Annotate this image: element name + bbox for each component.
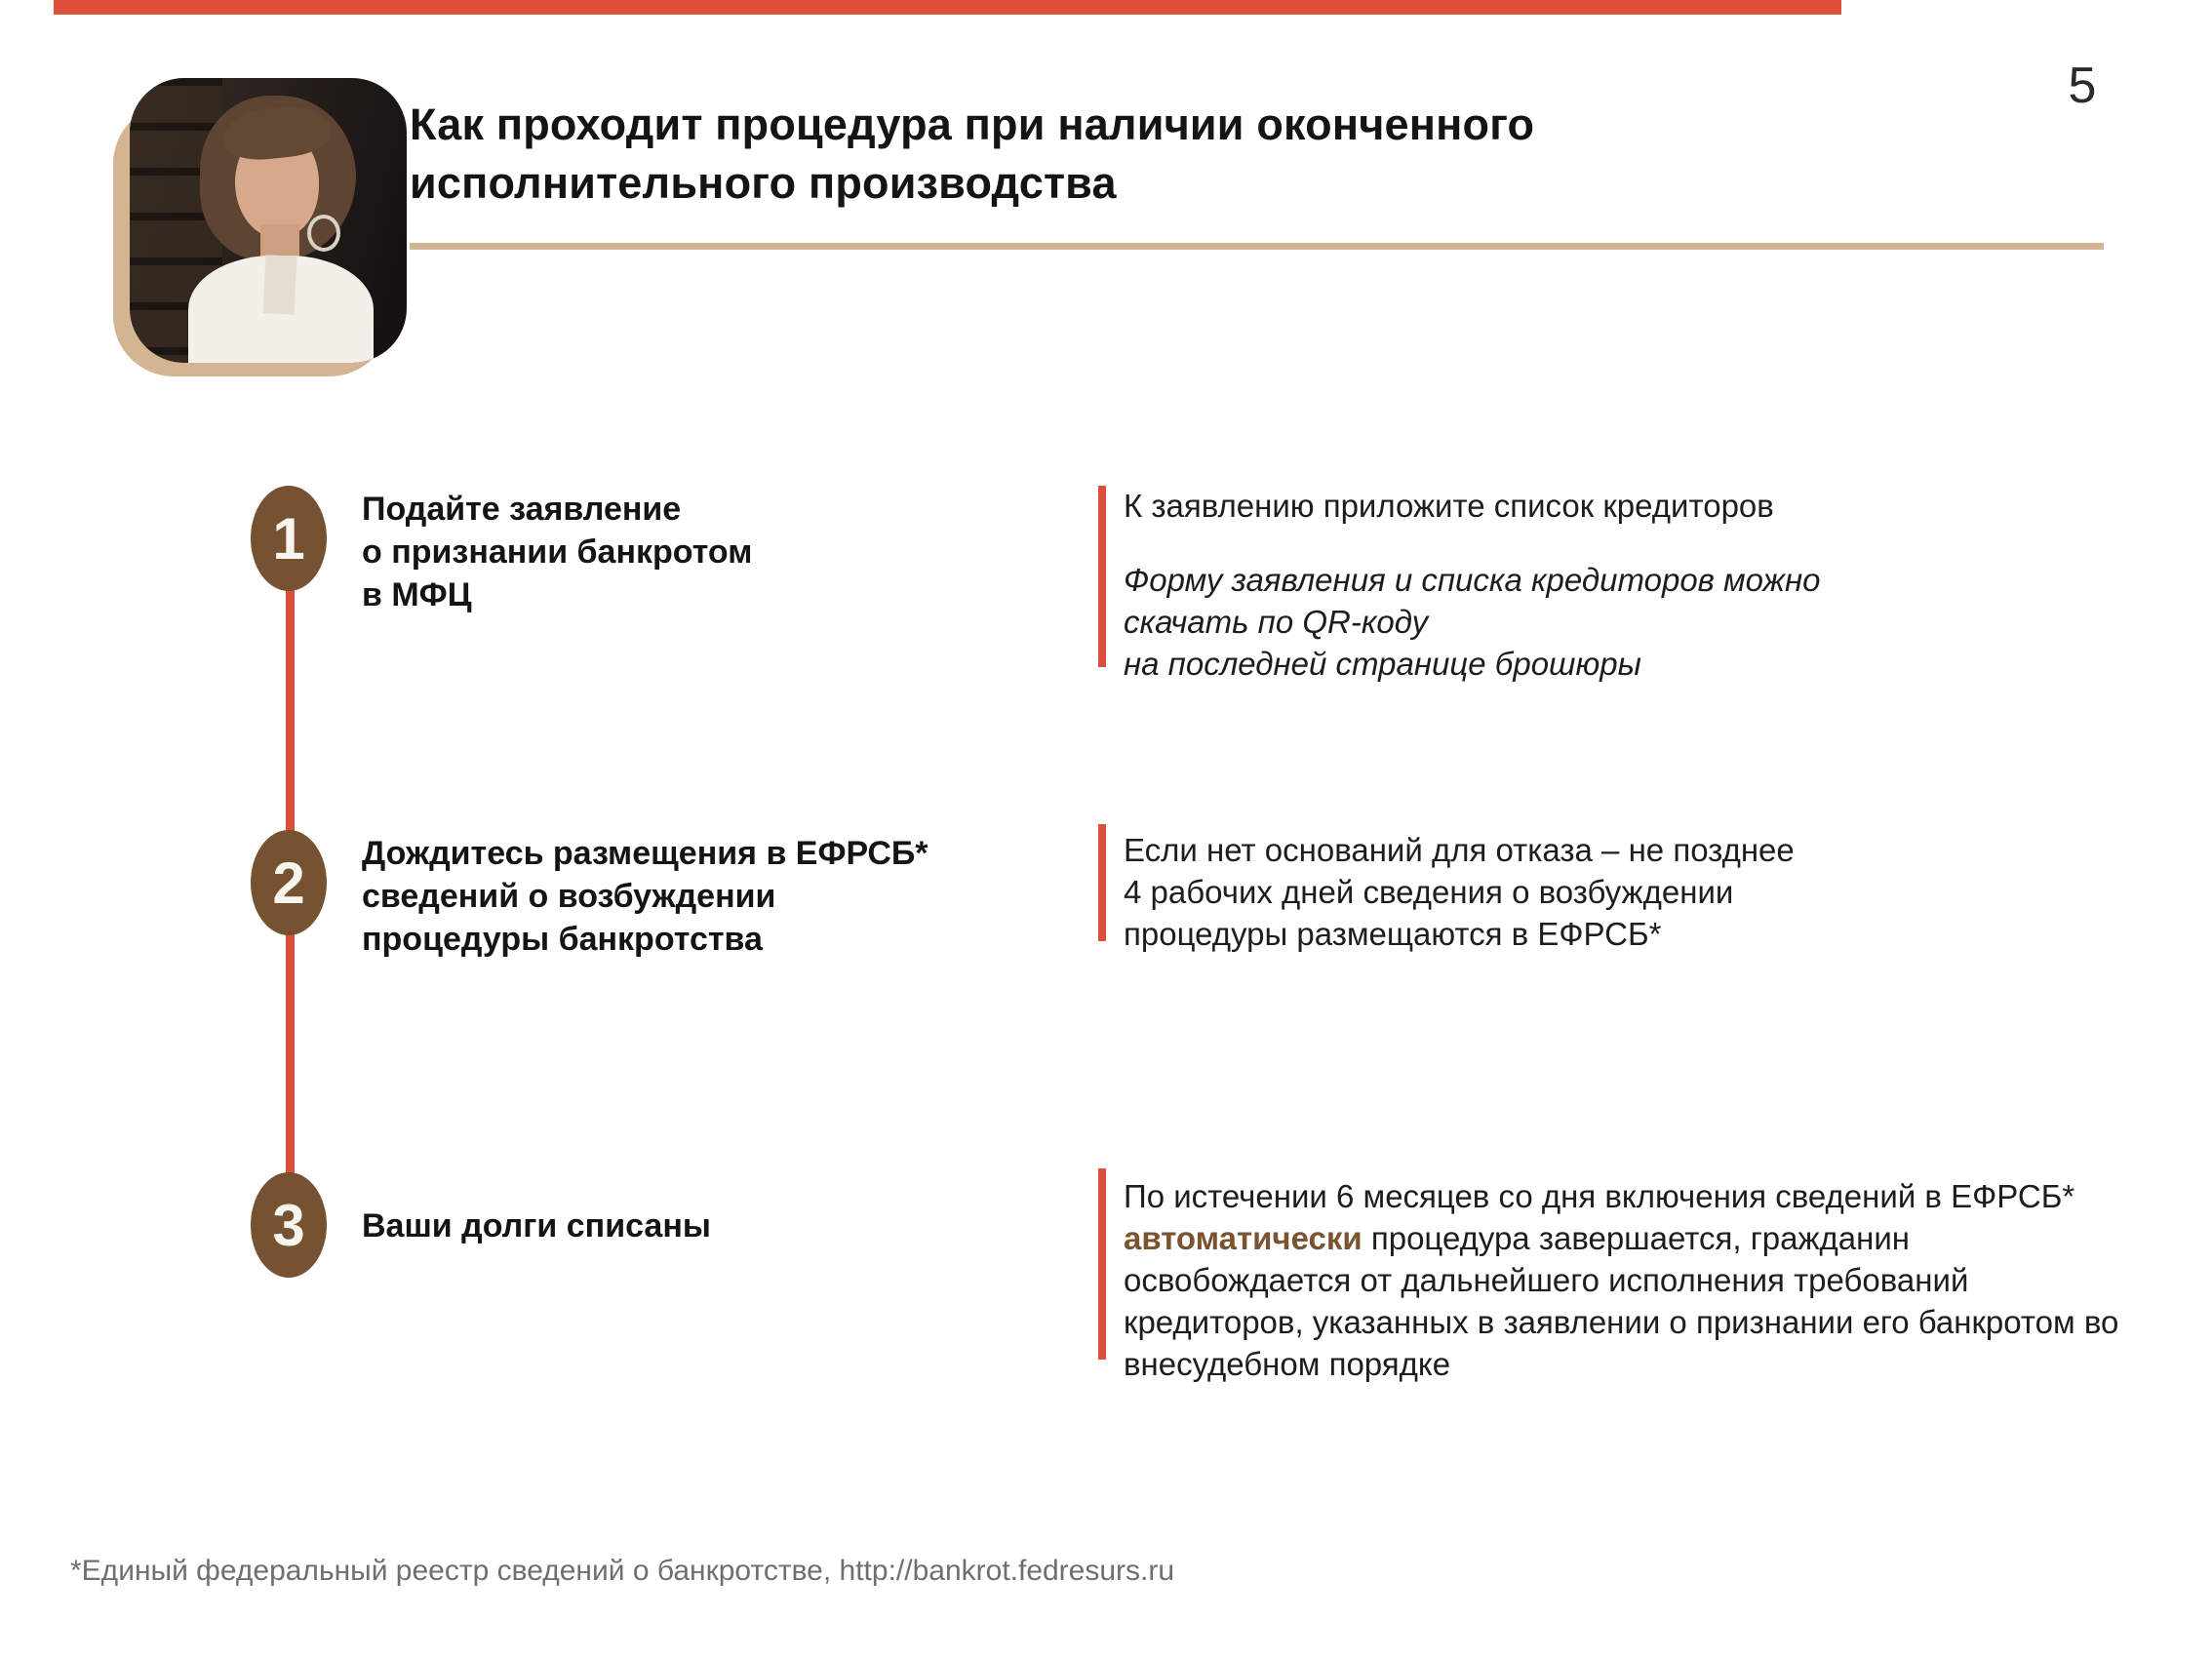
step-2-detail-line-3: процедуры размещаются в ЕФРСБ* [1124,916,1662,952]
step-3-detail-highlight: автоматически [1124,1220,1363,1256]
step-2-number: 2 [272,849,305,916]
step-2-title-line-2: сведений о возбуждении [362,878,776,915]
step-3-number-badge [251,1172,327,1278]
step-2-detail [1124,829,2138,955]
portrait-earring [307,215,340,252]
step-1-title-line-1: Подайте заявление [362,491,682,528]
footnote: *Единый федеральный реестр сведений о банкротстве, http://bankrot.fedresurs.ru [70,1555,1175,1587]
step-2-title-line-1: Дождитесь размещения в ЕФРСБ* [362,835,928,872]
step-1-title-line-2: о признании банкротом [362,533,753,571]
step-1-note-line-2: скачать по QR-коду [1124,604,1429,640]
page-number: 5 [2068,58,2097,114]
step-1-note-line-3: на последней странице брошюры [1124,646,1641,682]
step-3-detail-post: процедура завершается, гражданин освобождается от дальнейшего исполнения требований кредиторов, указанных в заявлении о признании его банкротом во внесудебном порядке [1124,1220,2119,1382]
step-3-title [362,1205,1064,1247]
top-accent-bar [54,0,1841,15]
step-1-detail-note [1124,559,2138,685]
step-3-detail-pre: По истечении 6 месяцев со дня включения сведений в ЕФРСБ* [1124,1178,2075,1214]
step-3-detail [1124,1175,2138,1385]
step-1-title [362,488,1064,616]
step-1-note-line-1: Форму заявления и списка кредиторов можно [1124,562,1821,598]
step-3-number: 3 [272,1192,305,1258]
portrait-photo-image [130,78,407,363]
page-title-line-2: исполнительного производства [410,158,1117,208]
step-1-number: 1 [272,505,305,572]
step-1-number-badge [251,486,327,591]
step-1-title-line-3: в МФЦ [362,576,472,613]
step-1-detail [1124,485,2138,685]
step-1-detail-accent-bar [1098,486,1106,667]
step-3-detail-accent-bar [1098,1168,1106,1360]
title-underline-rule [410,243,2104,250]
page-title [410,96,1873,213]
page-title-line-1: Как проходит процедура при наличии оконченного [410,99,1535,149]
portrait-photo [113,76,406,378]
step-2-detail-line-1: Если нет оснований для отказа – не позднее [1124,832,1795,868]
step-3-detail-paragraph [1124,1175,2138,1385]
step-2-detail-accent-bar [1098,824,1106,941]
step-3-title-line-1: Ваши долги списаны [362,1207,711,1244]
portrait-collar [262,255,296,315]
step-2-detail-line-2: 4 рабочих дней сведения о возбуждении [1124,874,1734,910]
step-2-title-line-3: процедуры банкротства [362,921,763,958]
step-2-number-badge [251,830,327,935]
step-1-detail-lead: К заявлению приложите список кредиторов [1124,488,1774,524]
step-2-title [362,832,1064,961]
